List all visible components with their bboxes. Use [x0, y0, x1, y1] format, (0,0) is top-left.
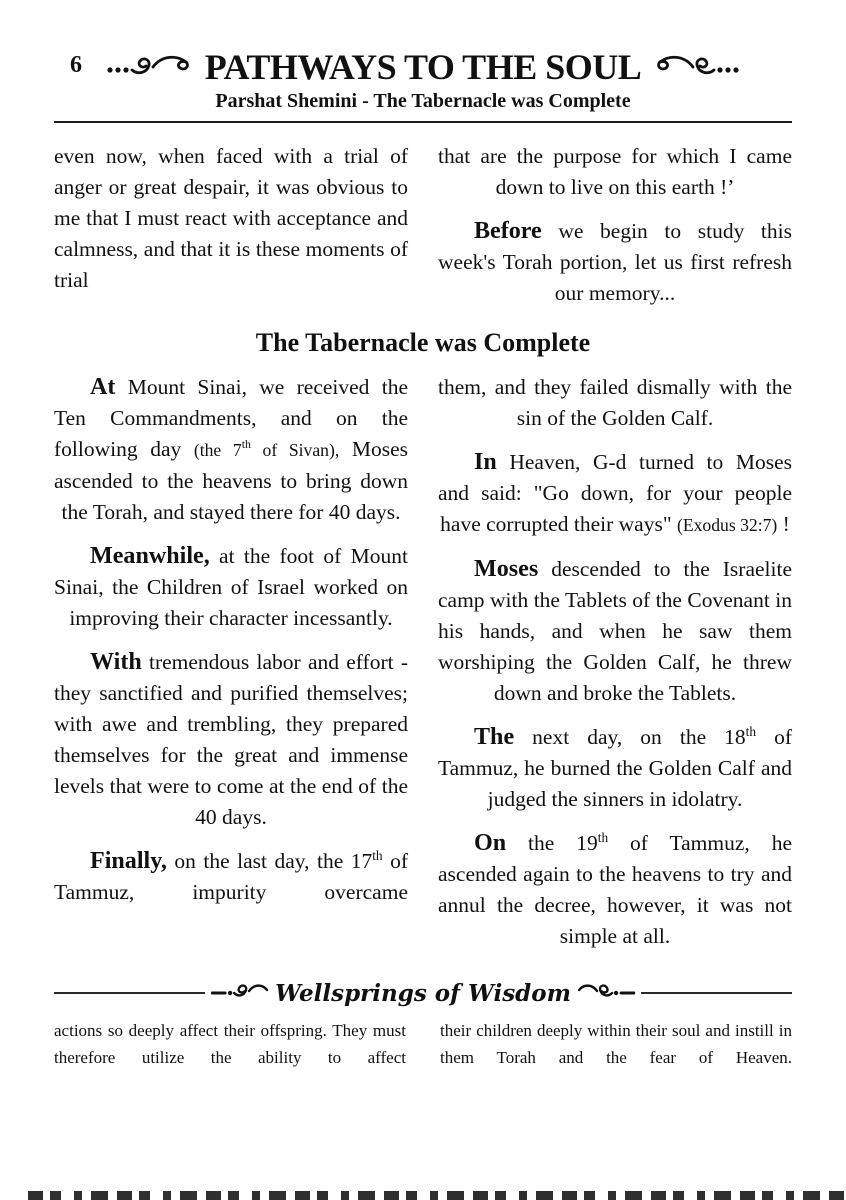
paragraph: At Mount Sinai, we received the Ten Commandments, and on the following day (the 7th of Sivan), Moses ascended to the heavens to bring down the Torah, and stayed there for 40 days. — [54, 374, 408, 524]
footer-text-left: actions so deeply affect their offspring. They must therefore utilize the ability to affect — [54, 1021, 406, 1067]
paragraph: With tremendous labor and effort - they sanctified and purified themselves; with awe and trembling, they prepared themselves for the great and immense levels that were to come at the end of the 40 days. — [54, 649, 408, 829]
paragraph: In Heaven, G-d turned to Moses and said: "Go down, for your people have corrupted their ways" (Exodus 32:7) ! — [438, 449, 792, 536]
main-columns — [54, 372, 792, 965]
paragraph: Moses descended to the Israelite camp with the Tablets of the Covenant in his hands, and when he saw them worshiping the Golden Calf, he threw down and broke the Tablets. — [438, 556, 792, 705]
cutoff-print-strip — [28, 1191, 846, 1200]
footer-banner-label — [205, 975, 641, 1011]
scroll-flourish-icon — [105, 50, 195, 85]
paragraph: Finally, on the last day, the 17th of Tammuz, impurity overcame — [54, 847, 408, 904]
section-heading: The Tabernacle was Complete — [255, 328, 591, 357]
banner-flourish-icon — [577, 980, 635, 1007]
page-subtitle: Parshat Shemini - The Tabernacle was Complete — [215, 90, 631, 112]
footer-banner — [54, 975, 792, 1013]
paragraph: Before we begin to study this week's Torah portion, let us first refresh our memory... — [438, 218, 792, 305]
page-title: PATHWAYS TO THE SOUL — [204, 47, 642, 87]
left-column-top — [54, 141, 408, 322]
right-column-top — [438, 141, 792, 322]
footer-text-right: their children deeply within their soul and instill in them Torah and the fear of Heaven. — [440, 1021, 792, 1067]
header-divider — [54, 121, 792, 123]
page-header — [54, 0, 792, 123]
page-number: 6 — [70, 52, 82, 78]
title-line — [105, 46, 742, 88]
paragraph: that are the purpose for which I came down to live on this earth !’ — [438, 144, 792, 199]
paragraph: them, and they failed dismally with the sin of the Golden Calf. — [438, 375, 792, 430]
footer-banner-title: Wellsprings of Wisdom — [275, 979, 571, 1007]
paragraph: even now, when faced with a trial of anger or great despair, it was obvious to me that I must react with acceptance and calmness, and that it is these moments of trial — [54, 144, 408, 292]
top-columns — [54, 141, 792, 322]
right-column-main — [438, 372, 792, 965]
banner-flourish-icon — [211, 980, 269, 1007]
scroll-flourish-icon — [651, 50, 741, 85]
footer-columns — [54, 1017, 792, 1071]
left-column-main — [54, 372, 408, 965]
paragraph: On the 19th of Tammuz, he ascended again to the heavens to try and annul the decree, however, it was not simple at all. — [438, 829, 792, 948]
paragraph: The next day, on the 18th of Tammuz, he burned the Golden Calf and judged the sinners in idolatry. — [438, 723, 792, 811]
paragraph: Meanwhile, at the foot of Mount Sinai, the Children of Israel worked on improving their character incessantly. — [54, 543, 408, 630]
